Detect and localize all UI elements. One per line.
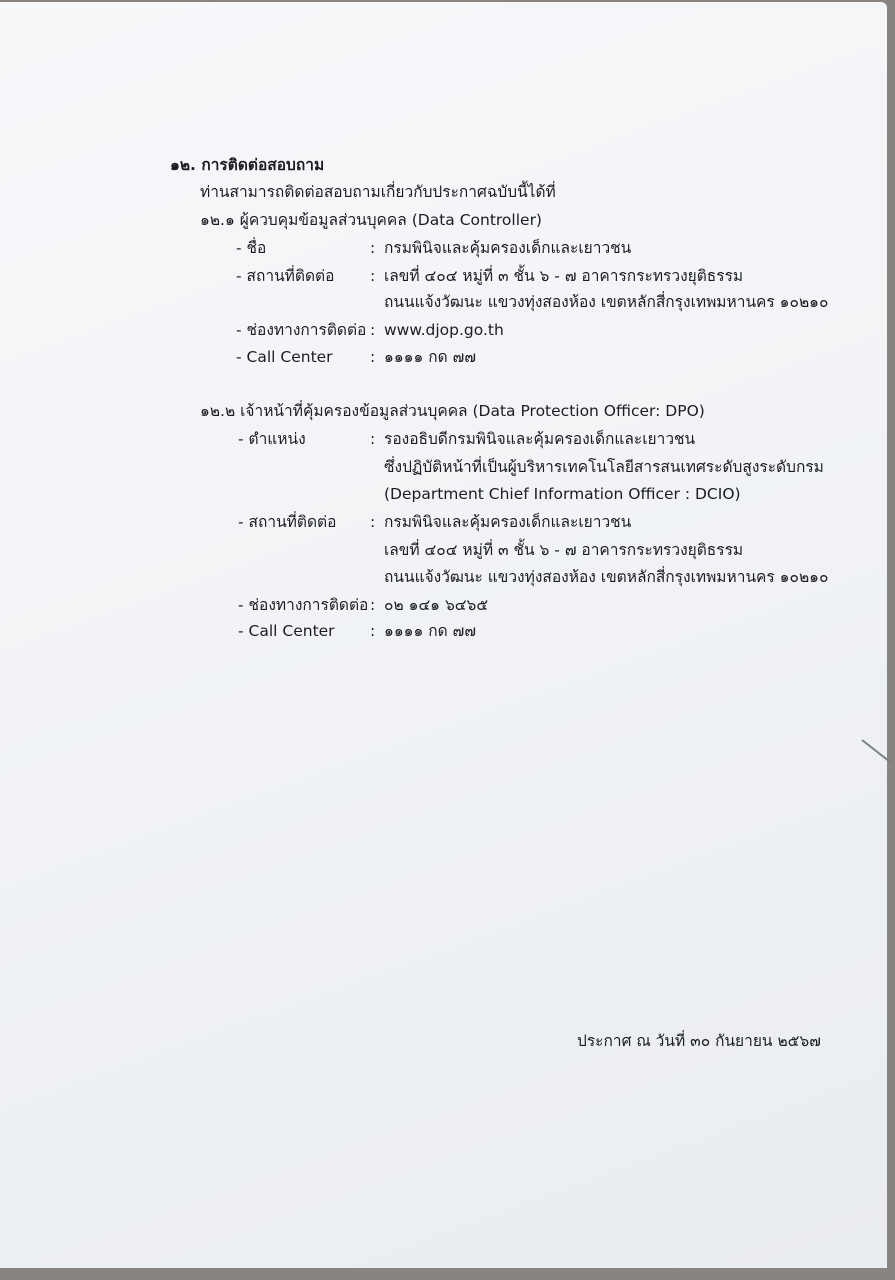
paper-edge-mark [861, 739, 894, 765]
announcement-date: ประกาศ ณ วันที่ ๓๐ กันยายน ๒๕๖๗ [577, 1032, 821, 1050]
dpo-heading: ๑๒.๒ เจ้าหน้าที่คุ้มครองข้อมูลส่วนบุคคล (Data Protection Officer: DPO) [200, 402, 705, 420]
controller-name-label: - ชื่อ [236, 239, 267, 257]
colon: : [370, 596, 376, 614]
section-intro: ท่านสามารถติดต่อสอบถามเกี่ยวกับประกาศฉบับนี้ได้ที่ [200, 183, 556, 201]
dpo-position-line: (Department Chief Information Officer : DCIO) [384, 485, 741, 503]
controller-address-line: เลขที่ ๔๐๔ หมู่ที่ ๓ ชั้น ๖ - ๗ อาคารกระทรวงยุติธรรม [384, 267, 744, 285]
dpo-position-line: ซึ่งปฏิบัติหน้าที่เป็นผู้บริหารเทคโนโลยีสารสนเทศระดับสูงระดับกรม [384, 458, 824, 476]
dpo-channel-label: - ช่องทางการติดต่อ [238, 596, 369, 614]
controller-callcenter-label: - Call Center [236, 348, 333, 366]
dpo-address-label: - สถานที่ติดต่อ [238, 513, 337, 531]
controller-channel-label: - ช่องทางการติดต่อ [236, 321, 367, 339]
dpo-address-line: เลขที่ ๔๐๔ หมู่ที่ ๓ ชั้น ๖ - ๗ อาคารกระทรวงยุติธรรม [384, 541, 744, 559]
dpo-callcenter-value: ๑๑๑๑ กด ๗๗ [384, 622, 476, 640]
document-page [0, 2, 887, 1268]
dpo-callcenter-label: - Call Center [238, 622, 335, 640]
colon: : [370, 239, 376, 257]
controller-name-value: กรมพินิจและคุ้มครองเด็กและเยาวชน [384, 239, 632, 257]
controller-callcenter-value: ๑๑๑๑ กด ๗๗ [384, 348, 476, 366]
controller-website[interactable]: www.djop.go.th [384, 321, 504, 339]
colon: : [370, 622, 376, 640]
dpo-position-line: รองอธิบดีกรมพินิจและคุ้มครองเด็กและเยาวชน [384, 430, 696, 448]
colon: : [370, 513, 376, 531]
dpo-address-line: กรมพินิจและคุ้มครองเด็กและเยาวชน [384, 513, 632, 531]
dpo-phone-value: ๐๒ ๑๔๑ ๖๔๖๕ [384, 596, 489, 614]
colon: : [370, 267, 376, 285]
dpo-address-line: ถนนแจ้งวัฒนะ แขวงทุ่งสองห้อง เขตหลักสี่กรุงเทพมหานคร ๑๐๒๑๐ [384, 568, 829, 586]
colon: : [370, 430, 376, 448]
dpo-position-label: - ตำแหน่ง [238, 430, 306, 448]
section-heading: ๑๒. การติดต่อสอบถาม [170, 156, 325, 174]
controller-address-line: ถนนแจ้งวัฒนะ แขวงทุ่งสองห้อง เขตหลักสี่กรุงเทพมหานคร ๑๐๒๑๐ [384, 293, 829, 311]
colon: : [370, 321, 376, 339]
controller-heading: ๑๒.๑ ผู้ควบคุมข้อมูลส่วนบุคคล (Data Controller) [200, 211, 542, 229]
colon: : [370, 348, 376, 366]
controller-address-label: - สถานที่ติดต่อ [236, 267, 335, 285]
